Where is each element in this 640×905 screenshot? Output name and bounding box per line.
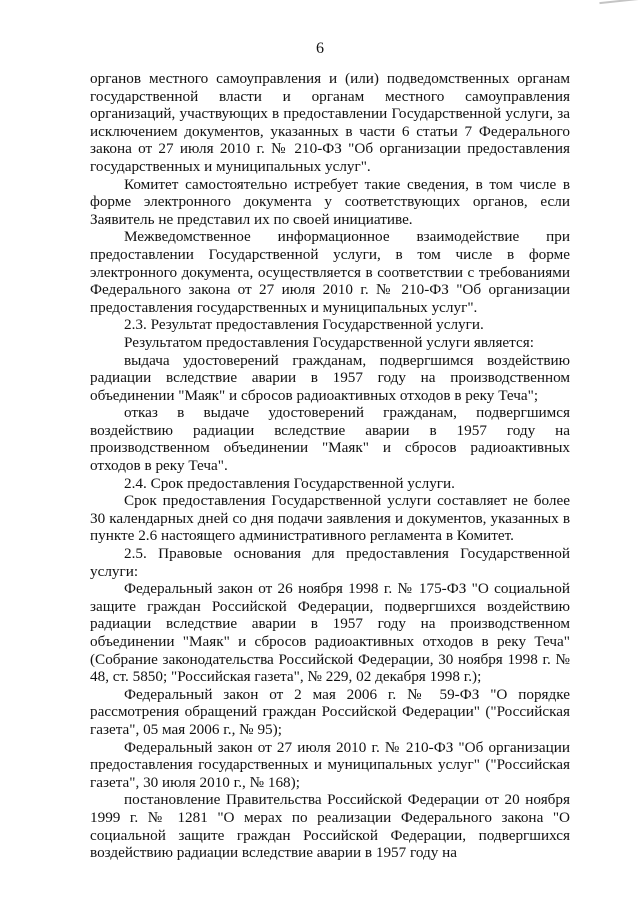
- section-heading-2-3: 2.3. Результат предоставления Государственной услуги.: [124, 316, 484, 334]
- list-item-refusal: отказ в выдаче удостоверений гражданам, подвергшимся воздействию радиации вследствие аварии в 1957 году на производственном объединении "Маяк" и сбросов радиоактивных отходов в реку Теча".: [90, 404, 570, 475]
- section-heading-2-4: 2.4. Срок предоставления Государственной услуги.: [124, 474, 455, 492]
- legal-basis-law-175: Федеральный закон от 26 ноября 1998 г. № 175-ФЗ "О социальной защите граждан Российской Федерации, подвергшихся воздействию радиации вследствие аварии в 1957 году на производственном объединении "Маяк" и сбросов радиоактивных отходов в реку Теча" (Собрание законодательства Российской Федерации, 30 ноября 1998 г. № 48, ст. 5850; "Российская газета", № 229, 02 декабря 1998 г.);: [90, 580, 570, 686]
- list-item-issuance: выдача удостоверений гражданам, подвергшимся воздействию радиации вследствие аварии в 1957 году на производственном объединении "Маяк" и сбросов радиоактивных отходов в реку Теча";: [90, 351, 570, 404]
- legal-basis-law-210: Федеральный закон от 27 июля 2010 г. № 210-ФЗ "Об организации предоставления государственных и муниципальных услуг" ("Российская газета", 30 июля 2010 г., № 168);: [90, 738, 570, 791]
- scan-edge-mark: [599, 0, 640, 16]
- document-body: [90, 70, 570, 862]
- paragraph-continuation: органов местного самоуправления и (или) подведомственных органам государственной власти и органам местного самоуправления организаций, участвующих в предоставлении Государственной услуги, за исключением документов, указанных в части 6 статьи 7 Федерального закона от 27 июля 2010 г. № 210-ФЗ "Об организации предоставления государственных и муниципальных услуг".: [90, 70, 570, 175]
- paragraph-result-intro: Результатом предоставления Государственной услуги является:: [124, 333, 534, 351]
- paragraph-service-term: Срок предоставления Государственной услуги составляет не более 30 календарных дней со дня подачи заявления и документов, указанных в пункте 2.6 настоящего административного регламента в Комитет.: [90, 492, 570, 545]
- legal-basis-law-59: Федеральный закон от 2 мая 2006 г. № 59-ФЗ "О порядке рассмотрения обращений граждан Российской Федерации" ("Российская газета", 05 мая 2006 г., № 95);: [90, 685, 570, 738]
- page-number: 6: [316, 40, 324, 57]
- legal-basis-resolution-1281: постановление Правительства Российской Федерации от 20 ноября 1999 г. № 1281 "О мерах по реализации Федерального закона "О социальной защите граждан Российской Федерации, подвергшихся воздействию радиации вследствие аварии в 1957 году на: [90, 791, 570, 862]
- paragraph-committee-requests: Комитет самостоятельно истребует такие сведения, в том числе в форме электронного документа у соответствующих органов, если Заявитель не представил их по своей инициативе.: [90, 175, 570, 228]
- paragraph-interagency-interaction: Межведомственное информационное взаимодействие при предоставлении Государственной услуги, в том числе в форме электронного документа, осуществляется в соответствии с требованиями Федерального закона от 27 июля 2010 г. № 210-ФЗ "Об организации предоставления государственных и муниципальных услуг".: [90, 228, 570, 316]
- section-heading-2-5: 2.5. Правовые основания для предоставления Государственной услуги:: [90, 545, 570, 580]
